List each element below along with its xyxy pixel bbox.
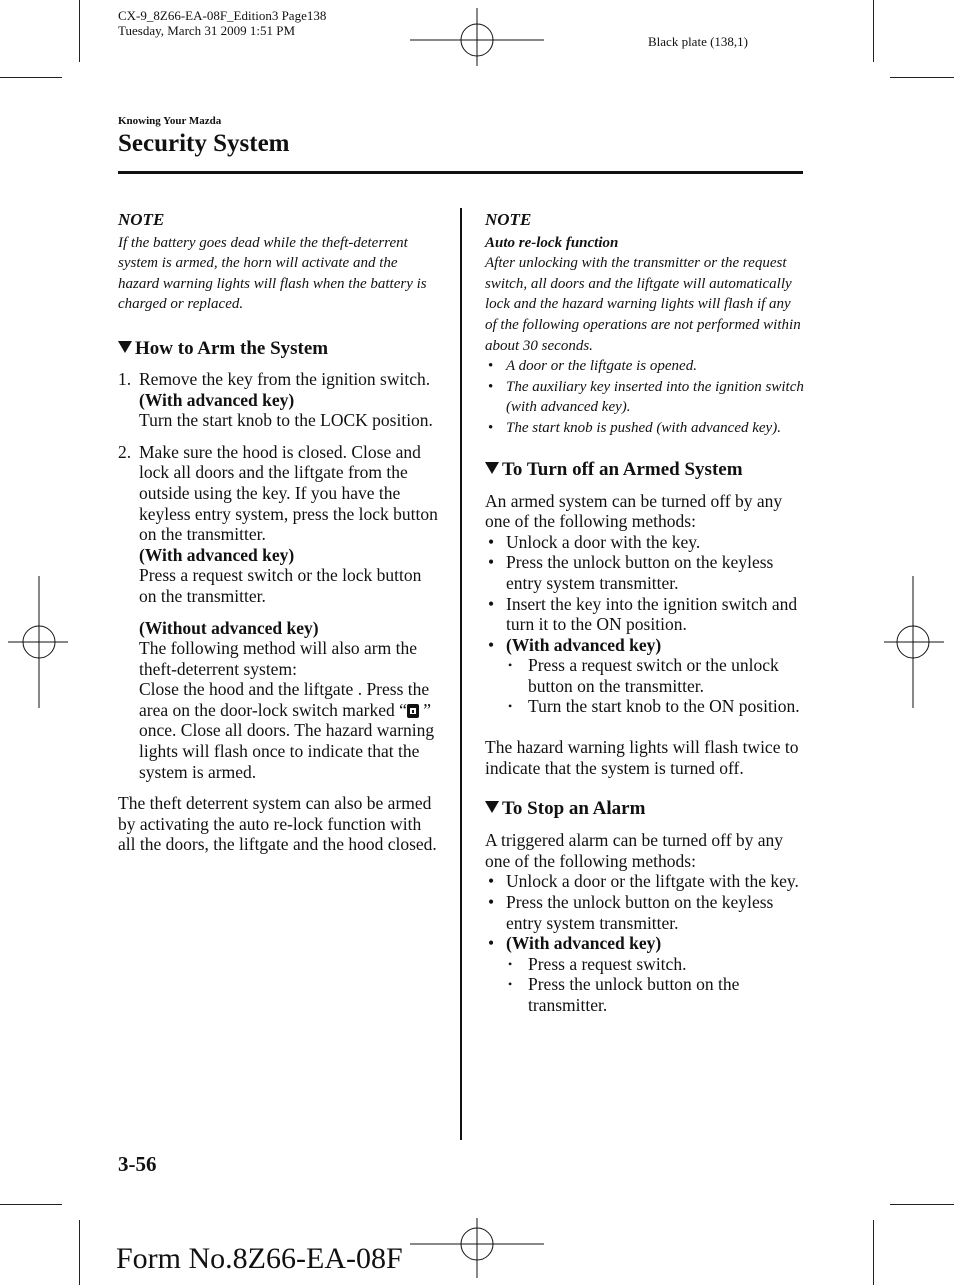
step-2-noadv-text-b: [139, 679, 440, 782]
step-1-text: Remove the key from the ignition switch.: [139, 368, 431, 389]
crop-mark-tr-h: [890, 77, 954, 78]
section-label: Knowing Your Mazda: [118, 115, 222, 127]
right-column: [485, 210, 805, 1016]
sub-bullet: •: [508, 977, 513, 992]
right-note-text: After unlocking with the transmitter or the request switch, all doors and the liftgate will automatically lock and the hazard warning lights will flash if any of the following operations are not performed within about 30 seconds.: [485, 255, 801, 354]
crop-mark-bl-h: [0, 1204, 62, 1205]
off-bullet: [485, 532, 805, 553]
alarm-bullet: [485, 871, 805, 892]
crop-mark-tr-v: [873, 0, 874, 62]
alarm-adv-label: (With advanced key): [506, 933, 662, 954]
bullet: •: [488, 593, 495, 614]
sub-bullet: •: [508, 699, 513, 714]
off-sub-bullet: [485, 655, 805, 696]
doc-info: [118, 8, 326, 38]
alarm-bullet: [485, 892, 805, 933]
alarm-bullet-text: Unlock a door or the liftgate with the key.: [506, 871, 799, 892]
off-bullet-text: Insert the key into the ignition switch and turn it to the ON position.: [506, 593, 798, 635]
doc-info-line1: CX-9_8Z66-EA-08F_Edition3 Page138: [118, 8, 327, 23]
note-heading: NOTE: [118, 210, 165, 229]
bullet: •: [488, 871, 495, 892]
arm-heading-label: How to Arm the System: [135, 337, 329, 359]
doc-info-line2: Tuesday, March 31 2009 1:51 PM: [118, 23, 296, 38]
registration-mark-bottom: [410, 1218, 544, 1278]
alarm-bullet-text: Press the unlock button on the keyless entry system transmitter.: [506, 892, 774, 933]
alarm-sub-bullet: [485, 974, 805, 1015]
off-sub-bullet-text: Turn the start knob to the ON position.: [528, 696, 800, 717]
off-bullet-adv: [485, 635, 805, 656]
column-divider: [460, 208, 462, 1140]
step-2-adv-label: (With advanced key): [139, 544, 295, 565]
off-heading-label: To Turn off an Armed System: [502, 458, 743, 480]
registration-mark-left: [8, 576, 68, 708]
registration-mark-top: [410, 6, 544, 66]
bullet: •: [488, 634, 495, 655]
page-number: 3-56: [118, 1152, 157, 1176]
alarm-bullet-adv: [485, 933, 805, 954]
step-1: [118, 369, 440, 431]
off-heading: [485, 458, 805, 482]
note-bullet-text: A door or the liftgate is opened.: [506, 358, 697, 375]
note-bullet-text: The start knob is pushed (with advanced key).: [506, 419, 781, 436]
step-2-noadv-text-b2: ” once. Close all doors. The hazard warning lights will flash once to indicate that the system is armed.: [139, 699, 435, 782]
note-bullet-text: The auxiliary key inserted into the ignition switch (with advanced key).: [506, 378, 804, 416]
sub-bullet: •: [508, 658, 513, 673]
step-1-number: 1.: [118, 368, 132, 389]
alarm-intro: A triggered alarm can be turned off by any one of the following methods:: [485, 830, 784, 871]
off-sub-bullet: [485, 696, 805, 717]
off-adv-label: (With advanced key): [506, 634, 662, 655]
alarm-sub-bullet-text: Press a request switch.: [528, 953, 687, 974]
alarm-heading: [485, 797, 805, 821]
crop-mark-bl-v: [79, 1220, 80, 1285]
off-bullet-text: Press the unlock button on the keyless entry system transmitter.: [506, 552, 774, 593]
left-closing-text: The theft deterrent system can also be armed by activating the auto re-lock function with all the doors, the liftgate and the hood closed.: [118, 793, 437, 855]
crop-mark-tl-v: [79, 0, 80, 62]
off-bullet-text: Unlock a door with the key.: [506, 531, 701, 552]
off-bullet: [485, 552, 805, 593]
step-2: [118, 442, 440, 783]
bullet: •: [488, 552, 495, 573]
note-bullet: [485, 356, 805, 377]
alarm-sub-bullet: [485, 954, 805, 975]
bullet: •: [488, 378, 494, 395]
door-lock-icon: [407, 704, 419, 718]
bullet: •: [488, 358, 494, 375]
left-column: [118, 210, 440, 855]
triangle-icon: [485, 462, 499, 474]
form-number: Form No.8Z66-EA-08F: [116, 1242, 403, 1275]
note-bullet: [485, 377, 805, 418]
right-note-heading: NOTE: [485, 210, 532, 229]
off-closing: The hazard warning lights will flash twice to indicate that the system is turned off.: [485, 737, 799, 778]
bullet: •: [488, 531, 495, 552]
step-1-adv-text: Turn the start knob to the LOCK position.: [139, 410, 433, 431]
step-2-noadv-text-b1: Close the hood and the liftgate . Press the area on the door-lock switch marked “: [139, 679, 430, 720]
step-2-number: 2.: [118, 441, 132, 462]
crop-mark-br-v: [873, 1220, 874, 1285]
step-1-adv-label: (With advanced key): [139, 389, 295, 410]
bullet: •: [488, 933, 495, 954]
title-rule: [118, 171, 803, 174]
step-2-noadv-text-a: The following method will also arm the theft-deterrent system:: [139, 638, 418, 679]
step-2-noadv-label: (Without advanced key): [139, 617, 319, 638]
registration-mark-right: [884, 576, 944, 708]
triangle-icon: [485, 801, 499, 813]
sub-bullet: •: [508, 956, 513, 971]
right-note-sub: Auto re-lock function: [485, 234, 619, 251]
plate-info: Black plate (138,1): [648, 34, 748, 49]
step-2-text: Make sure the hood is closed. Close and lock all doors and the liftgate from the outside using the key. If you have the keyless entry system, press the lock button on the transmitter.: [139, 441, 438, 545]
crop-mark-br-h: [890, 1204, 954, 1205]
note-text: If the battery goes dead while the theft-deterrent system is armed, the horn will activate and the hazard warning lights will flash when the battery is charged or replaced.: [118, 234, 427, 313]
alarm-sub-bullet-text: Press the unlock button on the transmitter.: [528, 974, 740, 1015]
step-2-adv-text: Press a request switch or the lock button on the transmitter.: [139, 565, 422, 606]
arm-heading: [118, 337, 440, 361]
off-sub-bullet-text: Press a request switch or the unlock button on the transmitter.: [528, 655, 779, 696]
crop-mark-tl-h: [0, 77, 62, 78]
triangle-icon: [118, 341, 132, 353]
off-bullet: [485, 594, 805, 635]
note-bullet: [485, 418, 805, 439]
bullet: •: [488, 419, 494, 436]
off-intro: An armed system can be turned off by any one of the following methods:: [485, 490, 783, 532]
alarm-heading-label: To Stop an Alarm: [502, 798, 646, 820]
bullet: •: [488, 892, 495, 913]
page-title: Security System: [118, 130, 290, 157]
